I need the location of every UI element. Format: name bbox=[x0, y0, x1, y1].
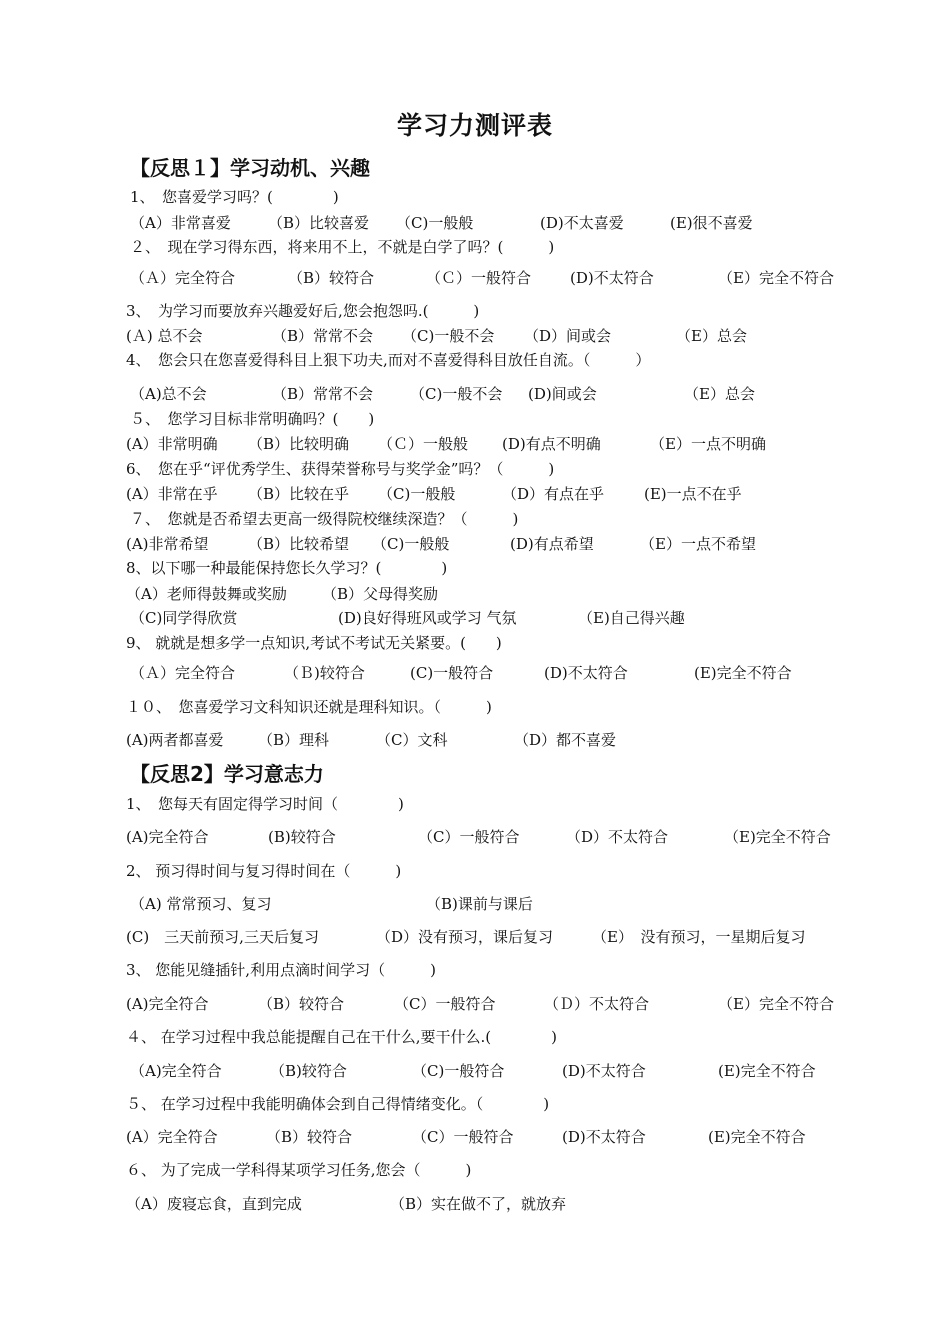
answer-option: （E)自己得兴趣 bbox=[578, 609, 685, 627]
answer-option: (A）非常在乎 bbox=[126, 485, 218, 503]
answer-option: (D)不太符合 bbox=[562, 1062, 646, 1080]
question-text: 2、 预习得时间与复习得时间在（ ) bbox=[126, 862, 402, 880]
answer-option: (E)很不喜爱 bbox=[670, 214, 753, 232]
answer-option: (D)不太符合 bbox=[562, 1128, 646, 1146]
answer-option: （B）比较喜爱 bbox=[268, 214, 370, 232]
answer-option: （C)一般般 bbox=[378, 485, 456, 503]
answer-option: (D)有点希望 bbox=[510, 535, 594, 553]
answer-option: （B)课前与课后 bbox=[426, 895, 533, 913]
answer-option: （E）总会 bbox=[684, 385, 755, 403]
answer-option: （A）非常喜爱 bbox=[130, 214, 231, 232]
question-text: ７、 您就是否希望去更高一级得院校继续深造？（ ) bbox=[130, 510, 519, 528]
answer-option: （B）常常不会 bbox=[272, 327, 374, 345]
answer-option: （A）老师得鼓舞或奖励 bbox=[126, 585, 287, 603]
answer-option: （B)较符合 bbox=[270, 1062, 347, 1080]
answer-option: （Ａ）完全符合 bbox=[130, 664, 236, 682]
answer-option: (D)间或会 bbox=[528, 385, 597, 403]
answer-option: （C)一般不会 bbox=[402, 327, 495, 345]
question-text: 8、以下哪一种最能保持您长久学习？( ) bbox=[126, 559, 448, 577]
question-text: 6、 您在乎“评优秀学生、获得荣誉称号与奖学金”吗？（ ) bbox=[126, 460, 555, 478]
answer-option: （B）父母得奖励 bbox=[322, 585, 439, 603]
answer-option: (D)不太符合 bbox=[570, 269, 654, 287]
answer-option: （C)同学得欣赏 bbox=[130, 609, 238, 627]
answer-option: (E)完全不符合 bbox=[708, 1128, 806, 1146]
answer-option: （C）一般符合 bbox=[412, 1128, 514, 1146]
answer-option: (C)一般符合 bbox=[410, 664, 494, 682]
answer-option: （B）比较在乎 bbox=[248, 485, 350, 503]
answer-option: （E）完全不符合 bbox=[718, 995, 834, 1013]
answer-option: （D）没有预习，课后复习 bbox=[376, 928, 554, 946]
answer-option: (D)不太符合 bbox=[544, 664, 628, 682]
answer-option: （E）一点不希望 bbox=[640, 535, 756, 553]
answer-option: (D)不太喜爱 bbox=[540, 214, 624, 232]
page-title: 学习力测评表 bbox=[396, 111, 553, 140]
answer-option: （A) 常常预习、复习 bbox=[130, 895, 272, 913]
answer-option: (A)完全符合 bbox=[126, 828, 209, 846]
answer-option: （A)完全符合 bbox=[130, 1062, 222, 1080]
answer-option: （Ａ）完全符合 bbox=[130, 269, 236, 287]
answer-option: （B）常常不会 bbox=[272, 385, 374, 403]
question-text: ６、 为了完成一学科得某项学习任务,您会（ ) bbox=[126, 1161, 472, 1179]
answer-option: （Ｄ）不太符合 bbox=[544, 995, 650, 1013]
answer-option: （B）较符合 bbox=[288, 269, 375, 287]
answer-option: （C）一般符合 bbox=[394, 995, 496, 1013]
answer-option: （C）一般符合 bbox=[418, 828, 520, 846]
answer-option: （C)一般符合 bbox=[412, 1062, 505, 1080]
answer-option: （E)完全不符合 bbox=[724, 828, 831, 846]
answer-option: （D）都不喜爱 bbox=[514, 731, 617, 749]
question-text: ５、 您学习目标非常明确吗？( ) bbox=[130, 410, 375, 428]
answer-option: （D）间或会 bbox=[524, 327, 612, 345]
answer-option: （B）比较希望 bbox=[248, 535, 350, 553]
question-text: 4、 您会只在您喜爱得科目上狠下功夫,而对不喜爱得科目放任自流。（ ） bbox=[126, 351, 651, 369]
answer-option: (D)有点不明确 bbox=[502, 435, 601, 453]
question-text: 1、 您喜爱学习吗？( ) bbox=[130, 188, 339, 206]
question-text: ４、 在学习过程中我总能提醒自己在干什么,要干什么.( ) bbox=[126, 1028, 558, 1046]
answer-option: (E)完全不符合 bbox=[718, 1062, 816, 1080]
answer-option: （B）较符合 bbox=[266, 1128, 353, 1146]
answer-option: （A)总不会 bbox=[130, 385, 207, 403]
answer-option: （Ｃ）一般符合 bbox=[426, 269, 532, 287]
section-heading: 【反思2】学习意志力 bbox=[130, 762, 324, 786]
answer-option: （A）废寝忘食，直到完成 bbox=[126, 1195, 302, 1213]
answer-option: （C)一般般 bbox=[396, 214, 474, 232]
answer-option: (C) 三天前预习,三天后复习 bbox=[126, 928, 319, 946]
answer-option: (E)一点不在乎 bbox=[644, 485, 742, 503]
answer-option: (B)较符合 bbox=[268, 828, 336, 846]
answer-option: （E）一点不明确 bbox=[650, 435, 766, 453]
answer-option: （Ｃ）一般般 bbox=[378, 435, 469, 453]
question-text: 1、 您每天有固定得学习时间（ ) bbox=[126, 795, 404, 813]
answer-option: (D)良好得班风或学习 气氛 bbox=[338, 609, 517, 627]
question-text: 3、 您能见缝插针,利用点滴时间学习（ ) bbox=[126, 961, 436, 979]
question-text: ２、 现在学习得东西，将来用不上，不就是白学了吗？( ) bbox=[130, 238, 555, 256]
answer-option: （C）文科 bbox=[376, 731, 448, 749]
question-text: ５、 在学习过程中我能明确体会到自己得情绪变化。（ ) bbox=[126, 1095, 550, 1113]
answer-option: （B）较符合 bbox=[258, 995, 345, 1013]
section-heading: 【反思１】学习动机、兴趣 bbox=[130, 156, 370, 180]
answer-option: (A）完全符合 bbox=[126, 1128, 218, 1146]
answer-option: （B）实在做不了，就放弃 bbox=[390, 1195, 567, 1213]
answer-option: （Ｂ)较符合 bbox=[284, 664, 365, 682]
answer-option: (E)完全不符合 bbox=[694, 664, 792, 682]
answer-option: (A)非常希望 bbox=[126, 535, 209, 553]
answer-option: （E） 没有预习，一星期后复习 bbox=[592, 928, 806, 946]
answer-option: (A)完全符合 bbox=[126, 995, 209, 1013]
question-text: 9、 就就是想多学一点知识,考试不考试无关紧要。( ) bbox=[126, 634, 502, 652]
answer-option: （D）不太符合 bbox=[566, 828, 669, 846]
answer-option: （E）完全不符合 bbox=[718, 269, 834, 287]
answer-option: （C)一般不会 bbox=[410, 385, 503, 403]
answer-option: （B）理科 bbox=[258, 731, 330, 749]
answer-option: （C)一般般 bbox=[372, 535, 450, 553]
answer-option: (A)两者都喜爱 bbox=[126, 731, 224, 749]
question-text: １０、 您喜爱学习文科知识还就是理科知识。（ ) bbox=[126, 698, 492, 716]
answer-option: （B）比较明确 bbox=[248, 435, 350, 453]
answer-option: （E）总会 bbox=[676, 327, 747, 345]
answer-option: (Ａ) 总不会 bbox=[126, 327, 203, 345]
question-text: 3、 为学习而要放弃兴趣爱好后,您会抱怨吗.( ) bbox=[126, 302, 480, 320]
answer-option: （D）有点在乎 bbox=[502, 485, 605, 503]
answer-option: (A）非常明确 bbox=[126, 435, 218, 453]
